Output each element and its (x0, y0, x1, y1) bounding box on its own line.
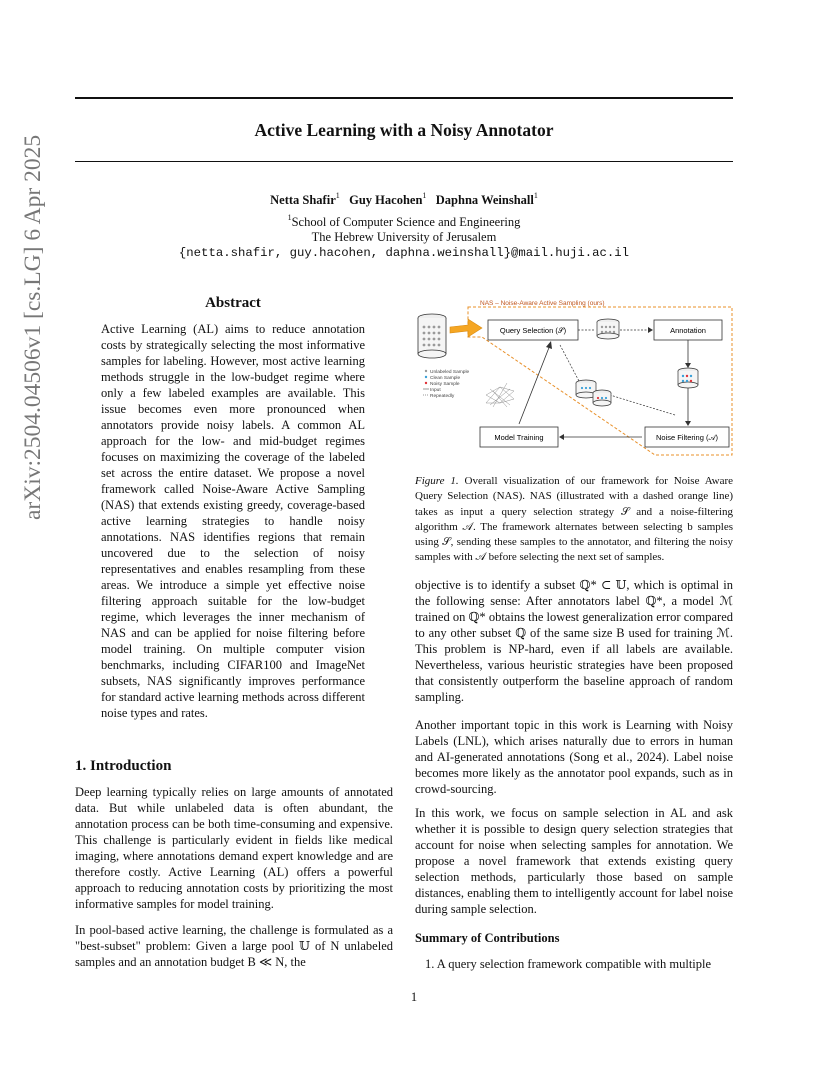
author-emails: {netta.shafir, guy.hacohen, daphna.weinshall}@mail.huji.ac.il (178, 246, 630, 260)
right-paragraph-1: objective is to identify a subset ℚ* ⊂ 𝕌, which is optimal in the following sense: After annotators label ℚ*, a model ℳ trained on ℚ* obtains the lowest generalization error compared to any other subset ℚ of the same size B used for training ℳ. This problem is NP-hard, even if all labels are available. Nevertheless, various heuristic strategies have been proposed that consistently outperform the baseline approach of random sampling. (415, 578, 733, 704)
author-affiliation-marker: 1 (335, 191, 340, 200)
affiliation-school: School of Computer Science and Engineering (291, 215, 521, 229)
neural-network-icon (486, 383, 514, 407)
right-paragraph-2: Another important topic in this work is Learning with Noisy Labels (LNL), which arises naturally due to errors in human and AI-generated annotations (Song et al., 2024). Label noise becomes more likely as the annotator pool expands, such as in crowd-sourcing. (415, 718, 733, 796)
query-selection-label: Query Selection (𝒮) (499, 326, 567, 335)
author-affiliation-marker: 1 (422, 191, 427, 200)
author-name: Netta Shafir (270, 193, 336, 207)
intro-paragraph-1: Deep learning typically relies on large amounts of annotated data. But while unlabeled data is often abundant, the annotation process can be both time-consuming and expensive. This challenge is particularly evident in fields like medical imaging, where annotations demand expert knowledge and are therefore costly. Active Learning (AL) offers a powerful approach to reducing annotation costs by prioritizing the most informative samples for model training. (75, 785, 393, 911)
author-affiliation-marker: 1 (533, 191, 538, 200)
author-name: Guy Hacohen (349, 193, 423, 207)
diagram-legend (423, 369, 470, 399)
legend-clean: Clean Sample (430, 376, 461, 381)
caption-label: Figure 1. (415, 475, 459, 487)
paper-title: Active Learning with a Noisy Annotator (254, 120, 554, 140)
title-bottom-rule (75, 161, 733, 162)
annotation-label: Annotation (670, 326, 706, 335)
noise-filtering-label: Noise Filtering (𝒜) (655, 433, 719, 442)
page-number: 1 (410, 990, 418, 1004)
legend-noisy: Noisy Sample (430, 382, 460, 387)
legend-input: Input (430, 388, 441, 393)
author-name: Daphna Weinshall (435, 193, 534, 207)
selected-samples-icon (597, 319, 619, 339)
annotated-samples-icon (678, 368, 698, 388)
arxiv-stamp-area (0, 0, 60, 1072)
abstract-text: Active Learning (AL) aims to reduce annotation costs by strategically selecting the most informative samples for labeling. However, most active learning methods struggle in the low-budget regime where only a few labeled examples are available. This issue becomes even more pronounced when annotators provide noisy labels. A common AL approach for the low- and mid-budget regimes focuses on maximizing the coverage of the labeled set across the entire dataset. We propose a novel framework called Noise-Aware Active Sampling (NAS) that extends existing greedy, coverage-based active learning strategies to handle noisy annotations. NAS identifies regions that remain uncovered due to the selection of noisy representatives and enables resampling from these areas. We introduce a simple yet effective noise filtering approach suitable for the low-budget regime, which leverages the inner mechanism of NAS and can be applied for noise filtering before model training. On multiple computer vision benchmarks, including CIFAR100 and ImageNet subsets, NAS significantly improves performance for standard active learning methods across different noise types and rates. (101, 322, 365, 720)
introduction-heading: 1. Introduction (75, 758, 172, 774)
legend-unlabeled: Unlabeled Sample (430, 370, 470, 375)
affiliation-line-2: The Hebrew University of Jerusalem (311, 230, 497, 244)
framework-diagram (410, 295, 736, 460)
input-arrow (450, 319, 482, 337)
nas-title-text: NAS – Noise-Aware Active Sampling (ours) (480, 300, 605, 307)
model-training-label: Model Training (494, 433, 544, 442)
contributions-heading: Summary of Contributions (415, 931, 560, 945)
right-paragraph-3: In this work, we focus on sample selection in AL and ask whether it is possible to design query selection strategies that account for noise when selecting samples for annotation. We propose a novel framework that extends existing query selection methods, particularly those based on sample distances, enabling them to intelligently account for label noise during sample selection. (415, 806, 733, 916)
author-list (75, 191, 733, 208)
intro-paragraph-2: In pool-based active learning, the challenge is formulated as a "best-subset" problem: Given a large pool 𝕌 of N unlabeled samples and an annotation budget B ≪ N, the (75, 923, 393, 969)
data-pool-icon (418, 314, 446, 358)
affiliation-line-1 (75, 213, 733, 230)
figure-1-caption (415, 474, 733, 566)
filtered-samples-icon (576, 380, 611, 406)
figure-1-diagram (410, 295, 736, 460)
legend-repeatedly: Repeatedly (430, 394, 455, 399)
title-top-rule (75, 97, 733, 99)
caption-text: Overall visualization of our framework for Noise Aware Query Selection (NAS). NAS (illustrated with a dashed orange line) takes as input a query selection strategy 𝒮 and a noise-filtering algorithm 𝒜. The framework alternates between selecting b samples using 𝒮, sending these samples to the annotator, and filtering the noisy samples with 𝒜 before selecting the next set of samples. (415, 475, 734, 564)
contribution-item-1: 1. A query selection framework compatible with multiple (425, 957, 712, 971)
affiliation-marker: 1 (287, 213, 292, 222)
arxiv-identifier: arXiv:2504.04506v1 [cs.LG] 6 Apr 2025 (20, 134, 46, 520)
abstract-heading: Abstract (205, 295, 261, 311)
